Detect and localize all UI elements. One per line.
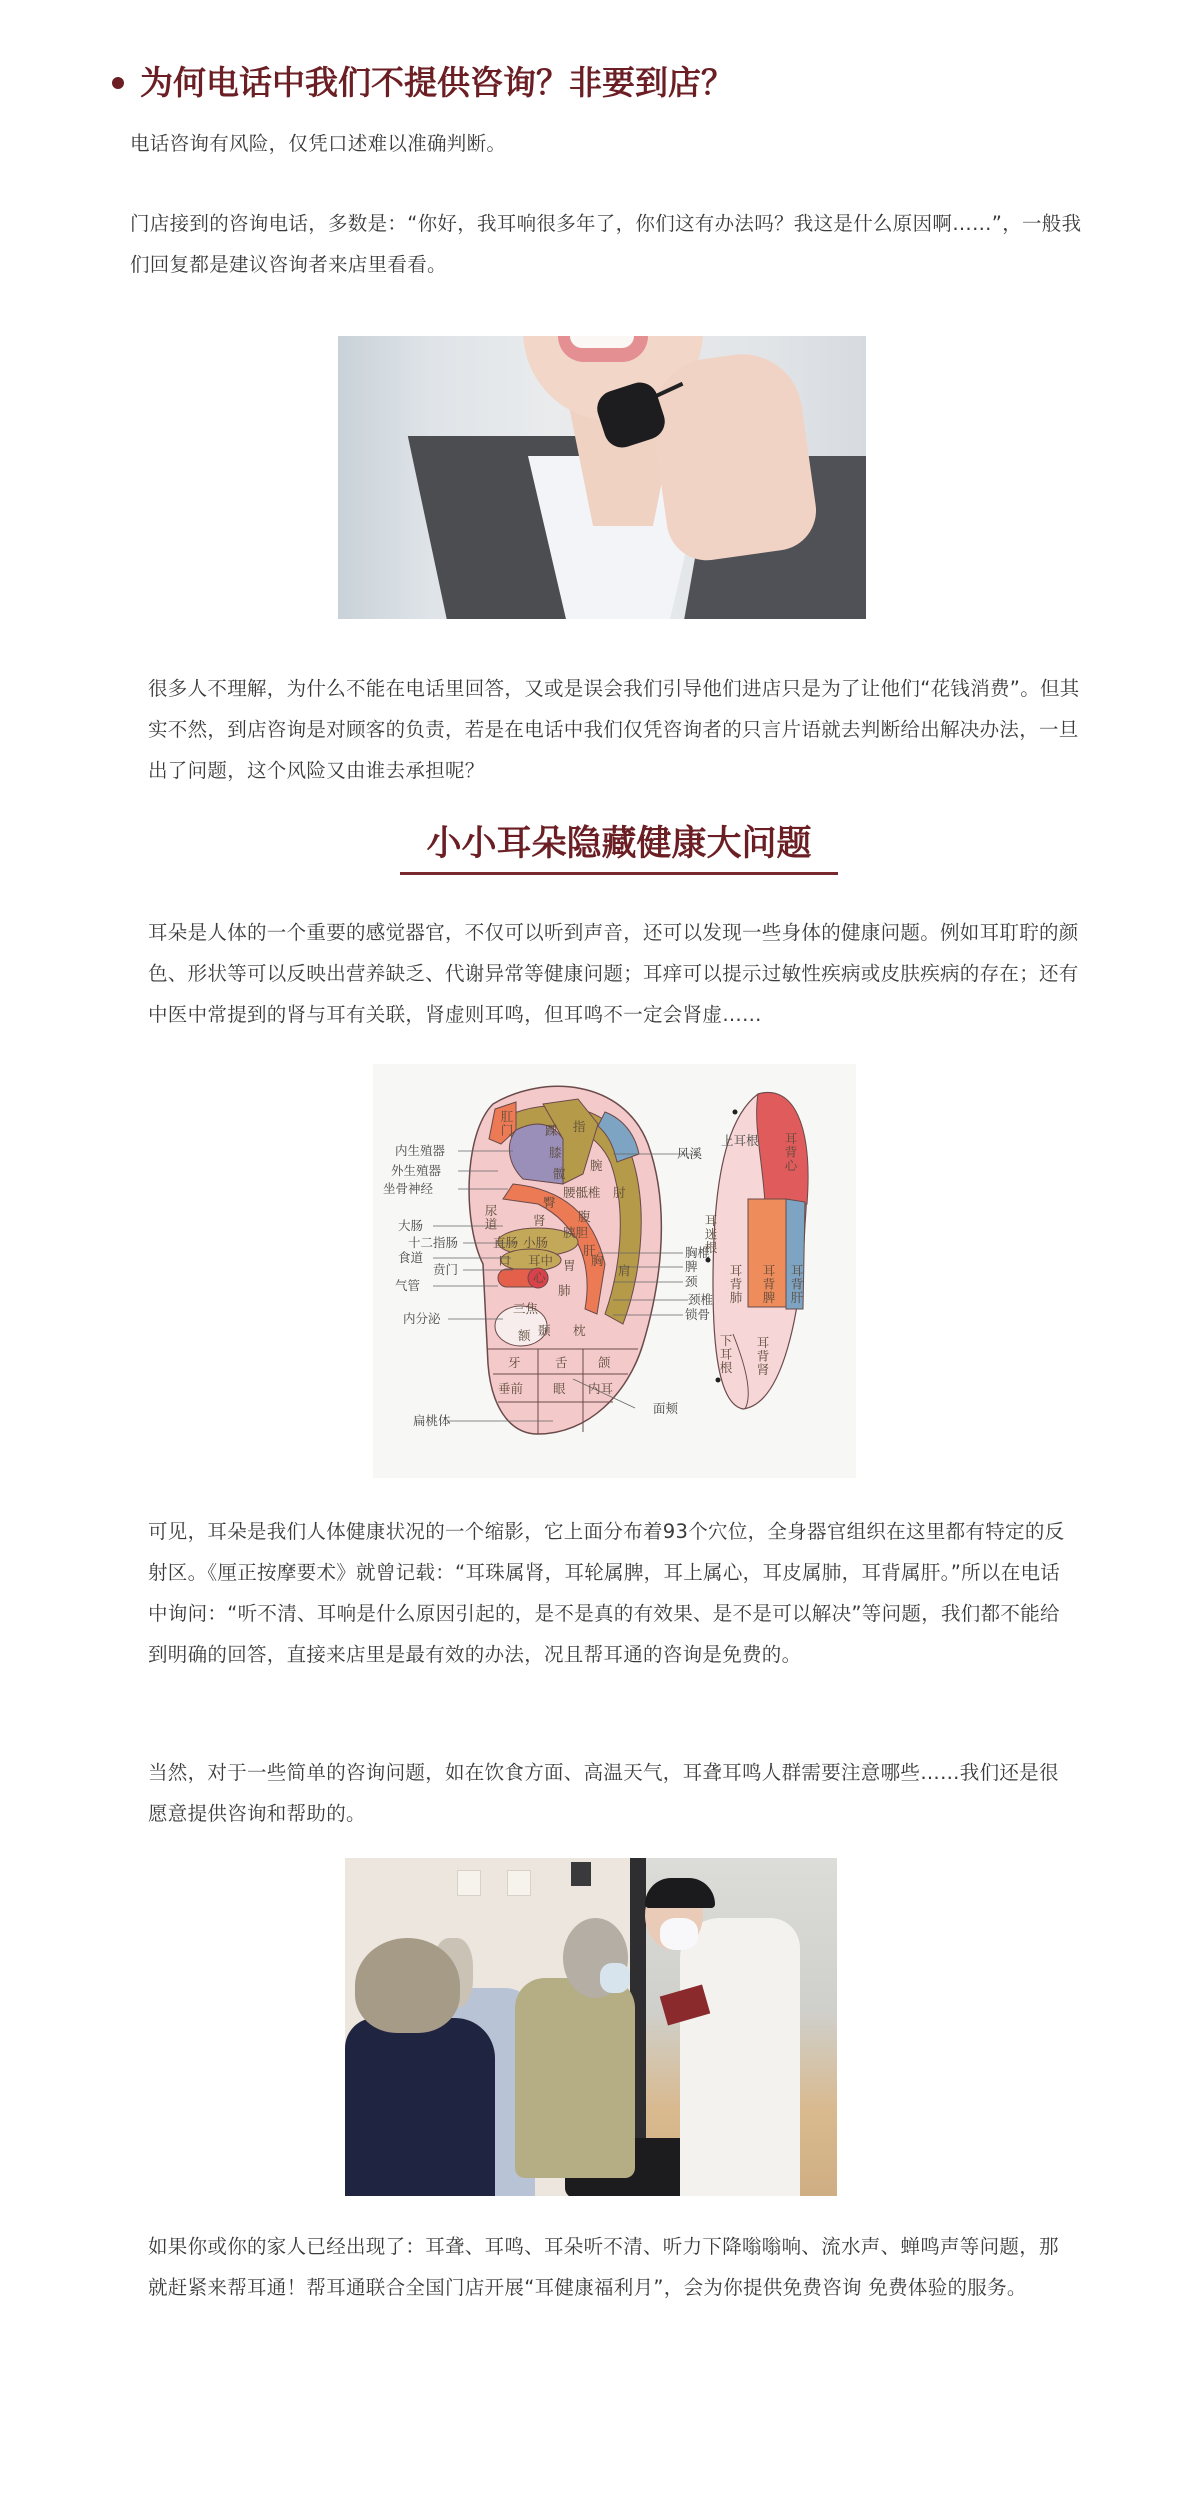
ear-label-neck: 颈 (685, 1274, 698, 1289)
ear-label-trachea: 气管 (395, 1278, 421, 1293)
bullet-icon (112, 77, 124, 89)
ear-label-thoracic-vertebra: 胸椎 (685, 1245, 711, 1260)
ear-in-elbow: 肘 (613, 1185, 626, 1200)
face-mask-icon (600, 1963, 630, 1993)
ear-back-heart: 耳背心 (783, 1132, 798, 1173)
photo-person-woman-head (355, 1938, 460, 2033)
ear-label-sciatic-nerve: 坐骨神经 (383, 1181, 434, 1196)
ear-back-lung: 耳背肺 (728, 1264, 743, 1305)
ear-in-inner-ear: 内耳 (588, 1381, 614, 1396)
ear-in-tooth: 牙 (508, 1355, 521, 1370)
ear-label-spleen: 脾 (685, 1259, 698, 1274)
ear-label-cheek: 面颊 (653, 1401, 679, 1416)
ear-back-vagus-root: 耳迷根 (703, 1214, 718, 1255)
ear-in-forehead: 额 (518, 1328, 531, 1343)
ear-in-eye: 眼 (553, 1381, 566, 1396)
paragraph-simple-questions: 当然，对于一些简单的咨询问题，如在饮食方面、高温天气，耳聋耳鸣人群需要注意哪些……我们还是很愿意提供咨询和帮助的。 (148, 1761, 1059, 1825)
customer-service-photo (338, 336, 866, 619)
ear-label-endocrine: 内分泌 (403, 1311, 441, 1326)
paragraph-phone-risk: 电话咨询有风险，仅凭口述难以准确判断。 (130, 132, 507, 155)
light-switch-icon (507, 1870, 531, 1896)
photo-hand (645, 347, 821, 566)
ear-back-upper-root: 上耳根 (721, 1133, 759, 1148)
keypad-icon (571, 1862, 591, 1886)
ear-in-anterior-lobe: 垂前 (498, 1381, 524, 1396)
ear-in-liver: 肝 (583, 1243, 596, 1258)
ear-label-large-intestine: 大肠 (398, 1218, 424, 1233)
ear-label-cardia: 贲门 (433, 1262, 459, 1277)
ear-label-cervical-vertebra: 颈椎 (688, 1292, 714, 1307)
ear-in-lung: 肺 (558, 1283, 571, 1298)
paragraph-misunderstanding: 很多人不理解，为什么不能在电话里回答，又或是误会我们引导他们进店只是为了让他们“花钱消费”。但其实不然，到店咨询是对顾客的负责，若是在电话中我们仅凭咨询者的只言片语就去判断给出解决办法，一旦出了问题，这个风险又由谁去承担呢？ (148, 677, 1080, 782)
ear-in-finger: 指 (573, 1119, 586, 1134)
paragraph-ear-organ: 耳朵是人体的一个重要的感觉器官，不仅可以听到声音，还可以发现一些身体的健康问题。例如耳耵聍的颜色、形状等可以反映出营养缺乏、代谢异常等健康问题；耳痒可以提示过敏性疾病或皮肤疾病的存在；还有中医中常提到的肾与耳有关联，肾虚则耳鸣，但耳鸣不一定会肾虚…… (148, 921, 1079, 1026)
ear-in-wrist: 腕 (590, 1158, 603, 1173)
photo-person-elder (515, 1978, 635, 2178)
ear-in-lumbosacral: 腰骶椎 (563, 1185, 601, 1200)
ear-label-wind-stream: 风溪 (677, 1146, 703, 1161)
ear-in-buttock: 臀 (543, 1195, 556, 1210)
ear-in-san-jiao: 三焦 (513, 1301, 539, 1316)
photo-staff-member (680, 1918, 800, 2196)
ear-in-mouth: 口 (498, 1253, 511, 1268)
store-consultation-photo (345, 1858, 837, 2196)
ear-in-abdomen: 腹 (578, 1209, 591, 1224)
ear-in-anus: 肛门 (499, 1110, 514, 1137)
ear-label-external-genitals: 外生殖器 (391, 1163, 442, 1178)
ear-label-tonsil: 扁桃体 (413, 1413, 451, 1428)
light-switch-icon (457, 1870, 481, 1896)
ear-in-knee: 膝 (549, 1145, 562, 1160)
ear-in-ear-center: 耳中 (528, 1253, 554, 1268)
section-heading-phone-consult (112, 58, 734, 108)
ear-label-internal-genitals: 内生殖器 (395, 1143, 446, 1158)
ear-in-kidney: 肾 (533, 1213, 546, 1228)
ear-back-spleen: 耳背脾 (761, 1264, 776, 1305)
ear-in-jaw: 颌 (598, 1355, 611, 1370)
ear-in-heart: 心 (533, 1270, 546, 1285)
ear-back-lower-root: 下耳根 (718, 1334, 733, 1375)
heading-text: 为何电话中我们不提供咨询？非要到店？ (140, 63, 734, 102)
ear-in-tongue: 舌 (555, 1355, 568, 1370)
photo-staff-hair (645, 1878, 715, 1908)
ear-in-ankle: 踝 (545, 1123, 558, 1138)
ear-in-urethra: 尿道 (483, 1204, 498, 1231)
photo-person-woman (345, 2018, 495, 2196)
ear-in-small-intestine: 小肠 (523, 1235, 549, 1250)
paragraph-phone-calls: 门店接到的咨询电话，多数是：“你好，我耳响很多年了，你们这有办法吗？我这是什么原因啊……”，一般我们回复都是建议咨询者来店里看看。 (130, 212, 1082, 276)
ear-in-temple: 颞 (538, 1323, 551, 1338)
ear-in-occiput: 枕 (573, 1323, 586, 1338)
ear-in-pancreas-gallbladder: 胰胆 (563, 1225, 589, 1240)
ear-in-shoulder: 肩 (618, 1263, 631, 1278)
section-heading-ear-health: 小小耳朵隐藏健康大问题 (400, 818, 838, 875)
paragraph-ear-acupoints: 可见，耳朵是我们人体健康状况的一个缩影，它上面分布着93个穴位，全身器官组织在这里都有特定的反射区。《厘正按摩要术》就曾记载：“耳珠属肾，耳轮属脾，耳上属心，耳皮属肺，耳背属肝。”所以在电话中询问：“听不清、耳响是什么原因引起的，是不是真的有效果、是不是可以解决”等问题，我们都不能给到明确的回答，直接来店里是最有效的办法，况且帮耳通的咨询是免费的。 (148, 1520, 1065, 1666)
ear-in-chest: 胸 (591, 1253, 604, 1268)
ear-in-rectum: 直肠 (493, 1235, 519, 1250)
ear-label-clavicle: 锁骨 (685, 1307, 711, 1322)
ear-label-esophagus: 食道 (398, 1250, 424, 1265)
photo-teeth (570, 336, 634, 348)
face-mask-icon (660, 1918, 698, 1950)
paragraph-call-to-action: 如果你或你的家人已经出现了：耳聋、耳鸣、耳朵听不清、听力下降嗡嗡响、流水声、蝉鸣声等问题，那就赶紧来帮耳通！帮耳通联合全国门店开展“耳健康福利月”，会为你提供免费咨询 免费体验的服务。 (148, 2235, 1059, 2299)
ear-label-duodenum: 十二指肠 (408, 1235, 459, 1250)
ear-in-hip: 髋 (553, 1166, 566, 1181)
ear-back-liver: 耳背肝 (789, 1264, 804, 1305)
ear-acupoint-diagram (373, 1064, 856, 1478)
ear-back-kidney: 耳背肾 (755, 1336, 770, 1377)
ear-in-stomach: 胃 (563, 1258, 576, 1273)
